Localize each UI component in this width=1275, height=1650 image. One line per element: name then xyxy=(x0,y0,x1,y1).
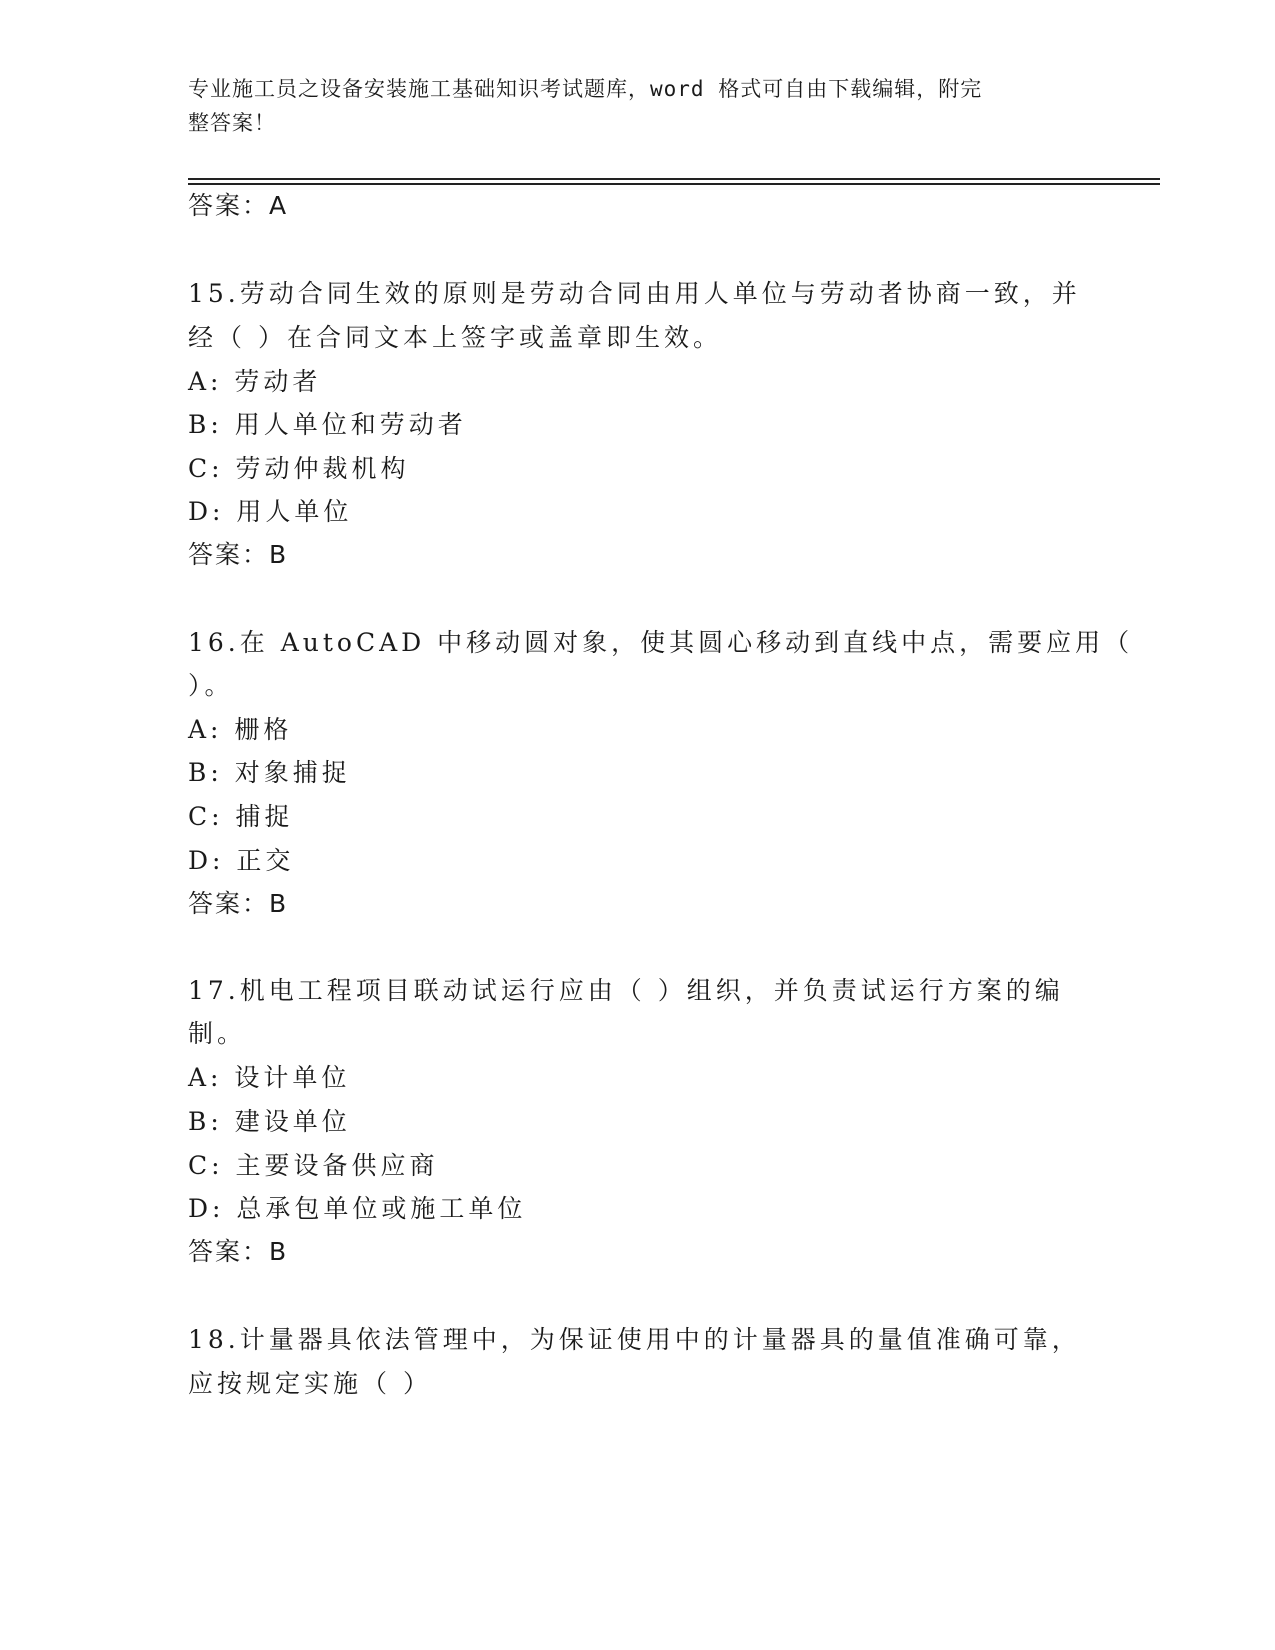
question-17-line-2: 制。 xyxy=(188,1019,247,1048)
question-17-option-c: C: 主要设备供应商 xyxy=(188,1151,439,1180)
document-header: 专业施工员之设备安装施工基础知识考试题库，word 格式可自由下载编辑，附完 整答案！ xyxy=(188,77,983,135)
question-18-line-1: 18.计量器具依法管理中，为保证使用中的计量器具的量值准确可靠， xyxy=(188,1325,1081,1354)
question-16-option-a: A: 栅格 xyxy=(188,715,293,744)
question-17-option-b: B: 建设单位 xyxy=(188,1107,351,1136)
question-17-line-1: 17.机电工程项目联动试运行应由（ ）组织，并负责试运行方案的编 xyxy=(188,976,1064,1005)
answer-q15: 答案：B xyxy=(188,540,289,569)
question-15-option-c: C: 劳动仲裁机构 xyxy=(188,454,410,483)
question-15-option-a: A: 劳动者 xyxy=(188,367,322,396)
question-18-line-2: 应按规定实施（ ） xyxy=(188,1369,432,1398)
question-17-option-d: D: 总承包单位或施工单位 xyxy=(188,1194,527,1223)
question-15-line-2: 经（ ）在合同文本上签字或盖章即生效。 xyxy=(188,323,722,352)
question-16-line-1: 16.在 AutoCAD 中移动圆对象，使其圆心移动到直线中点，需要应用（ xyxy=(188,628,1134,657)
answer-q16: 答案：B xyxy=(188,889,289,918)
question-15-option-d: D: 用人单位 xyxy=(188,497,353,526)
header-divider-bottom xyxy=(188,183,1160,185)
header-divider-top xyxy=(188,178,1160,180)
answer-q17: 答案：B xyxy=(188,1237,289,1266)
question-15-line-1: 15.劳动合同生效的原则是劳动合同由用人单位与劳动者协商一致，并 xyxy=(188,279,1081,308)
question-17-option-a: A: 设计单位 xyxy=(188,1063,351,1092)
answer-q14: 答案：A xyxy=(188,191,289,220)
question-16-option-c: C: 捕捉 xyxy=(188,802,294,831)
question-16-line-2: ）。 xyxy=(188,671,234,700)
question-16-option-d: D: 正交 xyxy=(188,846,295,875)
question-15-option-b: B: 用人单位和劳动者 xyxy=(188,410,467,439)
question-16-option-b: B: 对象捕捉 xyxy=(188,758,351,787)
